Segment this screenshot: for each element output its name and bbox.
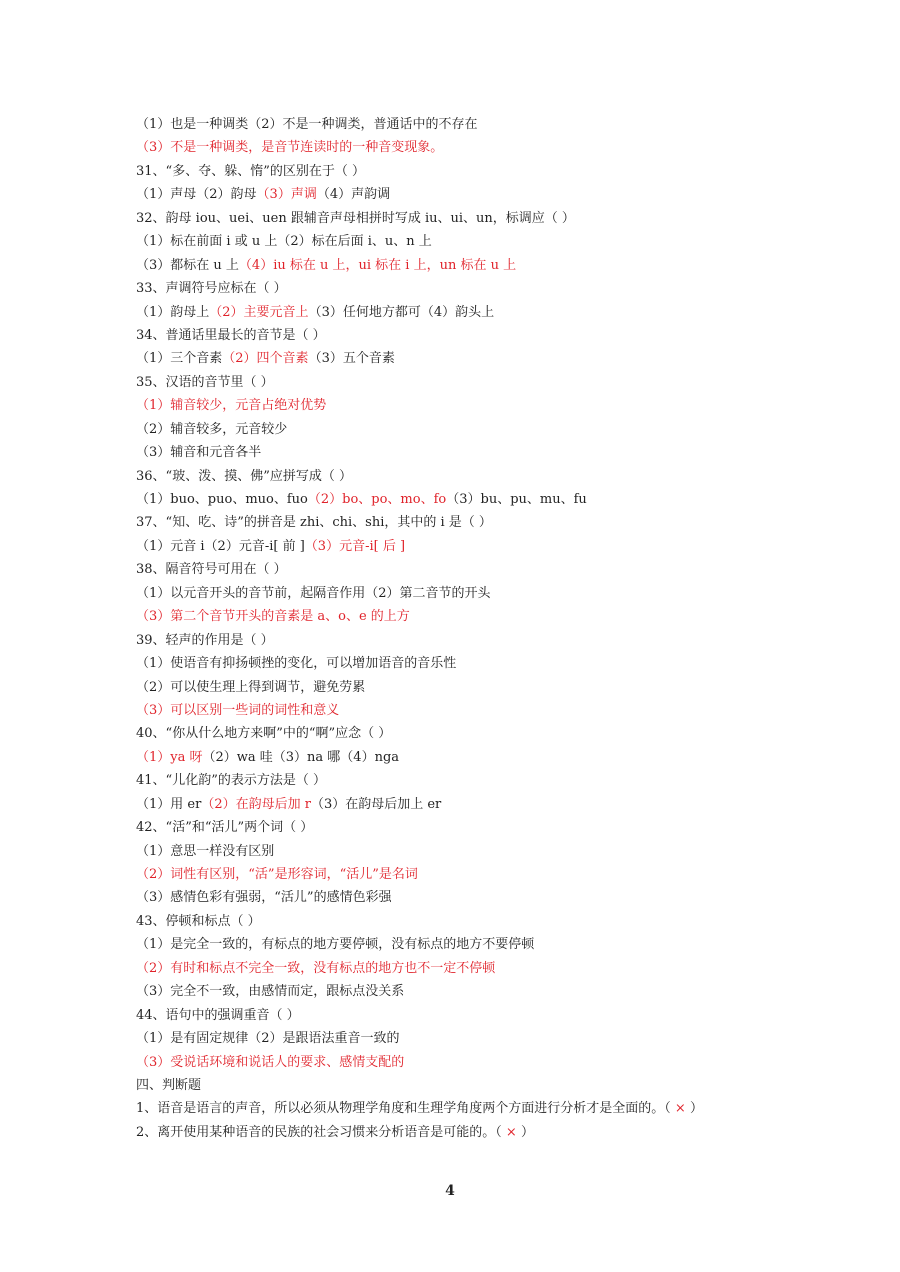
answer-text: × [674, 1101, 686, 1117]
question-text: （2）辅音较多，元音较少 [136, 421, 288, 437]
answer-text: （2）四个音素 [222, 351, 309, 367]
question-text: 2、离开使用某种语音的民族的社会习惯来分析语音是可能的。（ [136, 1124, 506, 1140]
question-text: 38、隔音符号可用在（ ） [136, 562, 287, 578]
question-text: 四、判断题 [136, 1077, 202, 1093]
question-text: （3）都标在 u 上 [136, 257, 239, 273]
question-text: 44、语句中的强调重音（ ） [136, 1007, 300, 1023]
answer-text: （3）元音-i[ 后 ] [304, 538, 406, 554]
question-text: 34、普通话里最长的音节是（ ） [136, 327, 326, 343]
question-text: （1）韵母上 [136, 304, 210, 320]
text-line [136, 652, 776, 675]
question-text: 42、“活”和“活儿”两个词（ ） [136, 820, 314, 836]
question-text: （3）在韵母后加上 er [310, 796, 442, 812]
text-line [136, 1097, 776, 1120]
page-number: 4 [445, 1183, 455, 1199]
answer-text: （2）在韵母后加 r [201, 796, 311, 812]
text-line [136, 558, 776, 581]
text-line [136, 511, 776, 534]
answer-text: （3）受说话环境和说话人的要求、感情支配的 [136, 1054, 405, 1070]
question-text: （1）用 er [136, 796, 202, 812]
text-line [136, 207, 776, 230]
text-line [136, 1027, 776, 1050]
question-text: 36、“玻、泼、摸、佛”应拼写成（ ） [136, 468, 352, 484]
text-line [136, 324, 776, 347]
question-text: （1）使语音有抑扬顿挫的变化，可以增加语音的音乐性 [136, 656, 457, 672]
answer-text: （3）不是一种调类，是音节连读时的一种音变现象。 [136, 140, 444, 156]
text-line [136, 418, 776, 441]
text-line [136, 605, 776, 628]
answer-text: （1）辅音较少，元音占绝对优势 [136, 398, 327, 414]
answer-text: （2）有时和标点不完全一致，没有标点的地方也不一定不停顿 [136, 960, 496, 976]
answer-text: （3）可以区别一些词的词性和意义 [136, 702, 340, 718]
question-text: （1）三个音素 [136, 351, 223, 367]
question-text: ） [516, 1124, 534, 1140]
question-text: （3）五个音素 [308, 351, 395, 367]
text-line [136, 840, 776, 863]
text-line [136, 1074, 776, 1097]
question-text: （3）完全不一致，由感情而定，跟标点没关系 [136, 984, 405, 1000]
text-line [136, 769, 776, 792]
text-line [136, 160, 776, 183]
question-text: 35、汉语的音节里（ ） [136, 374, 274, 390]
answer-text: （2）主要元音上 [209, 304, 309, 320]
question-text: （3）任何地方都可（4）韵头上 [308, 304, 495, 320]
text-line [136, 746, 776, 769]
text-line [136, 441, 776, 464]
answer-text: （2）bo、po、mo、fo [307, 492, 447, 507]
text-line [136, 347, 776, 370]
question-text: （1）是有固定规律（2）是跟语法重音一致的 [136, 1031, 400, 1047]
text-line [136, 113, 776, 136]
text-line [136, 183, 776, 206]
text-line [136, 582, 776, 605]
text-line [136, 1051, 776, 1074]
question-text: 32、韵母 iou、uei、uen 跟辅音声母相拼时写成 iu、ui、un，标调应（ ） [136, 210, 575, 226]
question-text: 40、“你从什么地方来啊”中的“啊”应念（ ） [136, 726, 392, 742]
text-line [136, 465, 776, 488]
question-text: （3）辅音和元音各半 [136, 445, 262, 461]
question-text: （1）意思一样没有区别 [136, 843, 275, 859]
question-text: ） [685, 1101, 703, 1117]
text-line [136, 980, 776, 1003]
text-line [136, 1004, 776, 1027]
text-line [136, 816, 776, 839]
text-line [136, 793, 776, 816]
question-text: （1）buo、puo、muo、fuo [136, 492, 308, 507]
text-line [136, 535, 776, 558]
question-text: （1）元音 i（2）元音-i[ 前 ] [136, 538, 305, 554]
text-line [136, 886, 776, 909]
question-text: （4）声韵调 [316, 187, 391, 203]
text-line [136, 394, 776, 417]
answer-text: （2）词性有区别，“活”是形容词，“活儿”是名词 [136, 867, 418, 882]
text-line [136, 230, 776, 253]
answer-text: × [505, 1124, 517, 1140]
question-text: （1）声母（2）韵母 [136, 187, 257, 203]
text-line [136, 629, 776, 652]
question-text: 1、语音是语言的声音，所以必须从物理学角度和生理学角度两个方面进行分析才是全面的。（ [136, 1101, 675, 1117]
question-text: 41、“儿化韵”的表示方法是（ ） [136, 773, 326, 789]
question-text: （2）wa 哇（3）na 哪（4）nga [202, 749, 400, 765]
text-line [136, 910, 776, 933]
question-text: （2）可以使生理上得到调节，避免劳累 [136, 679, 366, 695]
text-line [136, 957, 776, 980]
text-line [136, 301, 776, 324]
text-line [136, 933, 776, 956]
question-text: 39、轻声的作用是（ ） [136, 632, 274, 648]
text-line [136, 371, 776, 394]
text-line [136, 136, 776, 159]
answer-text: （4）iu 标在 u 上，ui 标在 i 上，un 标在 u 上 [238, 257, 517, 273]
text-line [136, 277, 776, 300]
question-text: 33、声调符号应标在（ ） [136, 281, 287, 297]
answer-text: （3）声调 [256, 187, 317, 203]
text-line [136, 722, 776, 745]
question-list [136, 113, 776, 1144]
text-line [136, 699, 776, 722]
text-line [136, 488, 776, 511]
answer-text: （1）ya 呀 [136, 749, 203, 765]
question-text: （3）感情色彩有强弱，“活儿”的感情色彩强 [136, 890, 392, 906]
question-text: （1）以元音开头的音节前，起隔音作用（2）第二音节的开头 [136, 585, 491, 601]
answer-text: （3）第二个音节开头的音素是 a、o、e 的上方 [136, 609, 410, 625]
text-line [136, 1121, 776, 1144]
question-text: 43、停顿和标点（ ） [136, 913, 261, 929]
question-text: 37、“知、吃、诗”的拼音是 zhi、chi、shi，其中的 i 是（ ） [136, 515, 492, 531]
text-line [136, 254, 776, 277]
text-line [136, 863, 776, 886]
question-text: （3）bu、pu、mu、fu [446, 492, 587, 507]
question-text: （1）也是一种调类（2）不是一种调类，普通话中的不存在 [136, 117, 478, 132]
question-text: 31、“多、夺、躲、惰”的区别在于（ ） [136, 163, 365, 179]
question-text: （1）是完全一致的，有标点的地方要停顿，没有标点的地方不要停顿 [136, 937, 535, 953]
question-text: （1）标在前面 i 或 u 上（2）标在后面 i、u、n 上 [136, 234, 432, 250]
text-line [136, 676, 776, 699]
